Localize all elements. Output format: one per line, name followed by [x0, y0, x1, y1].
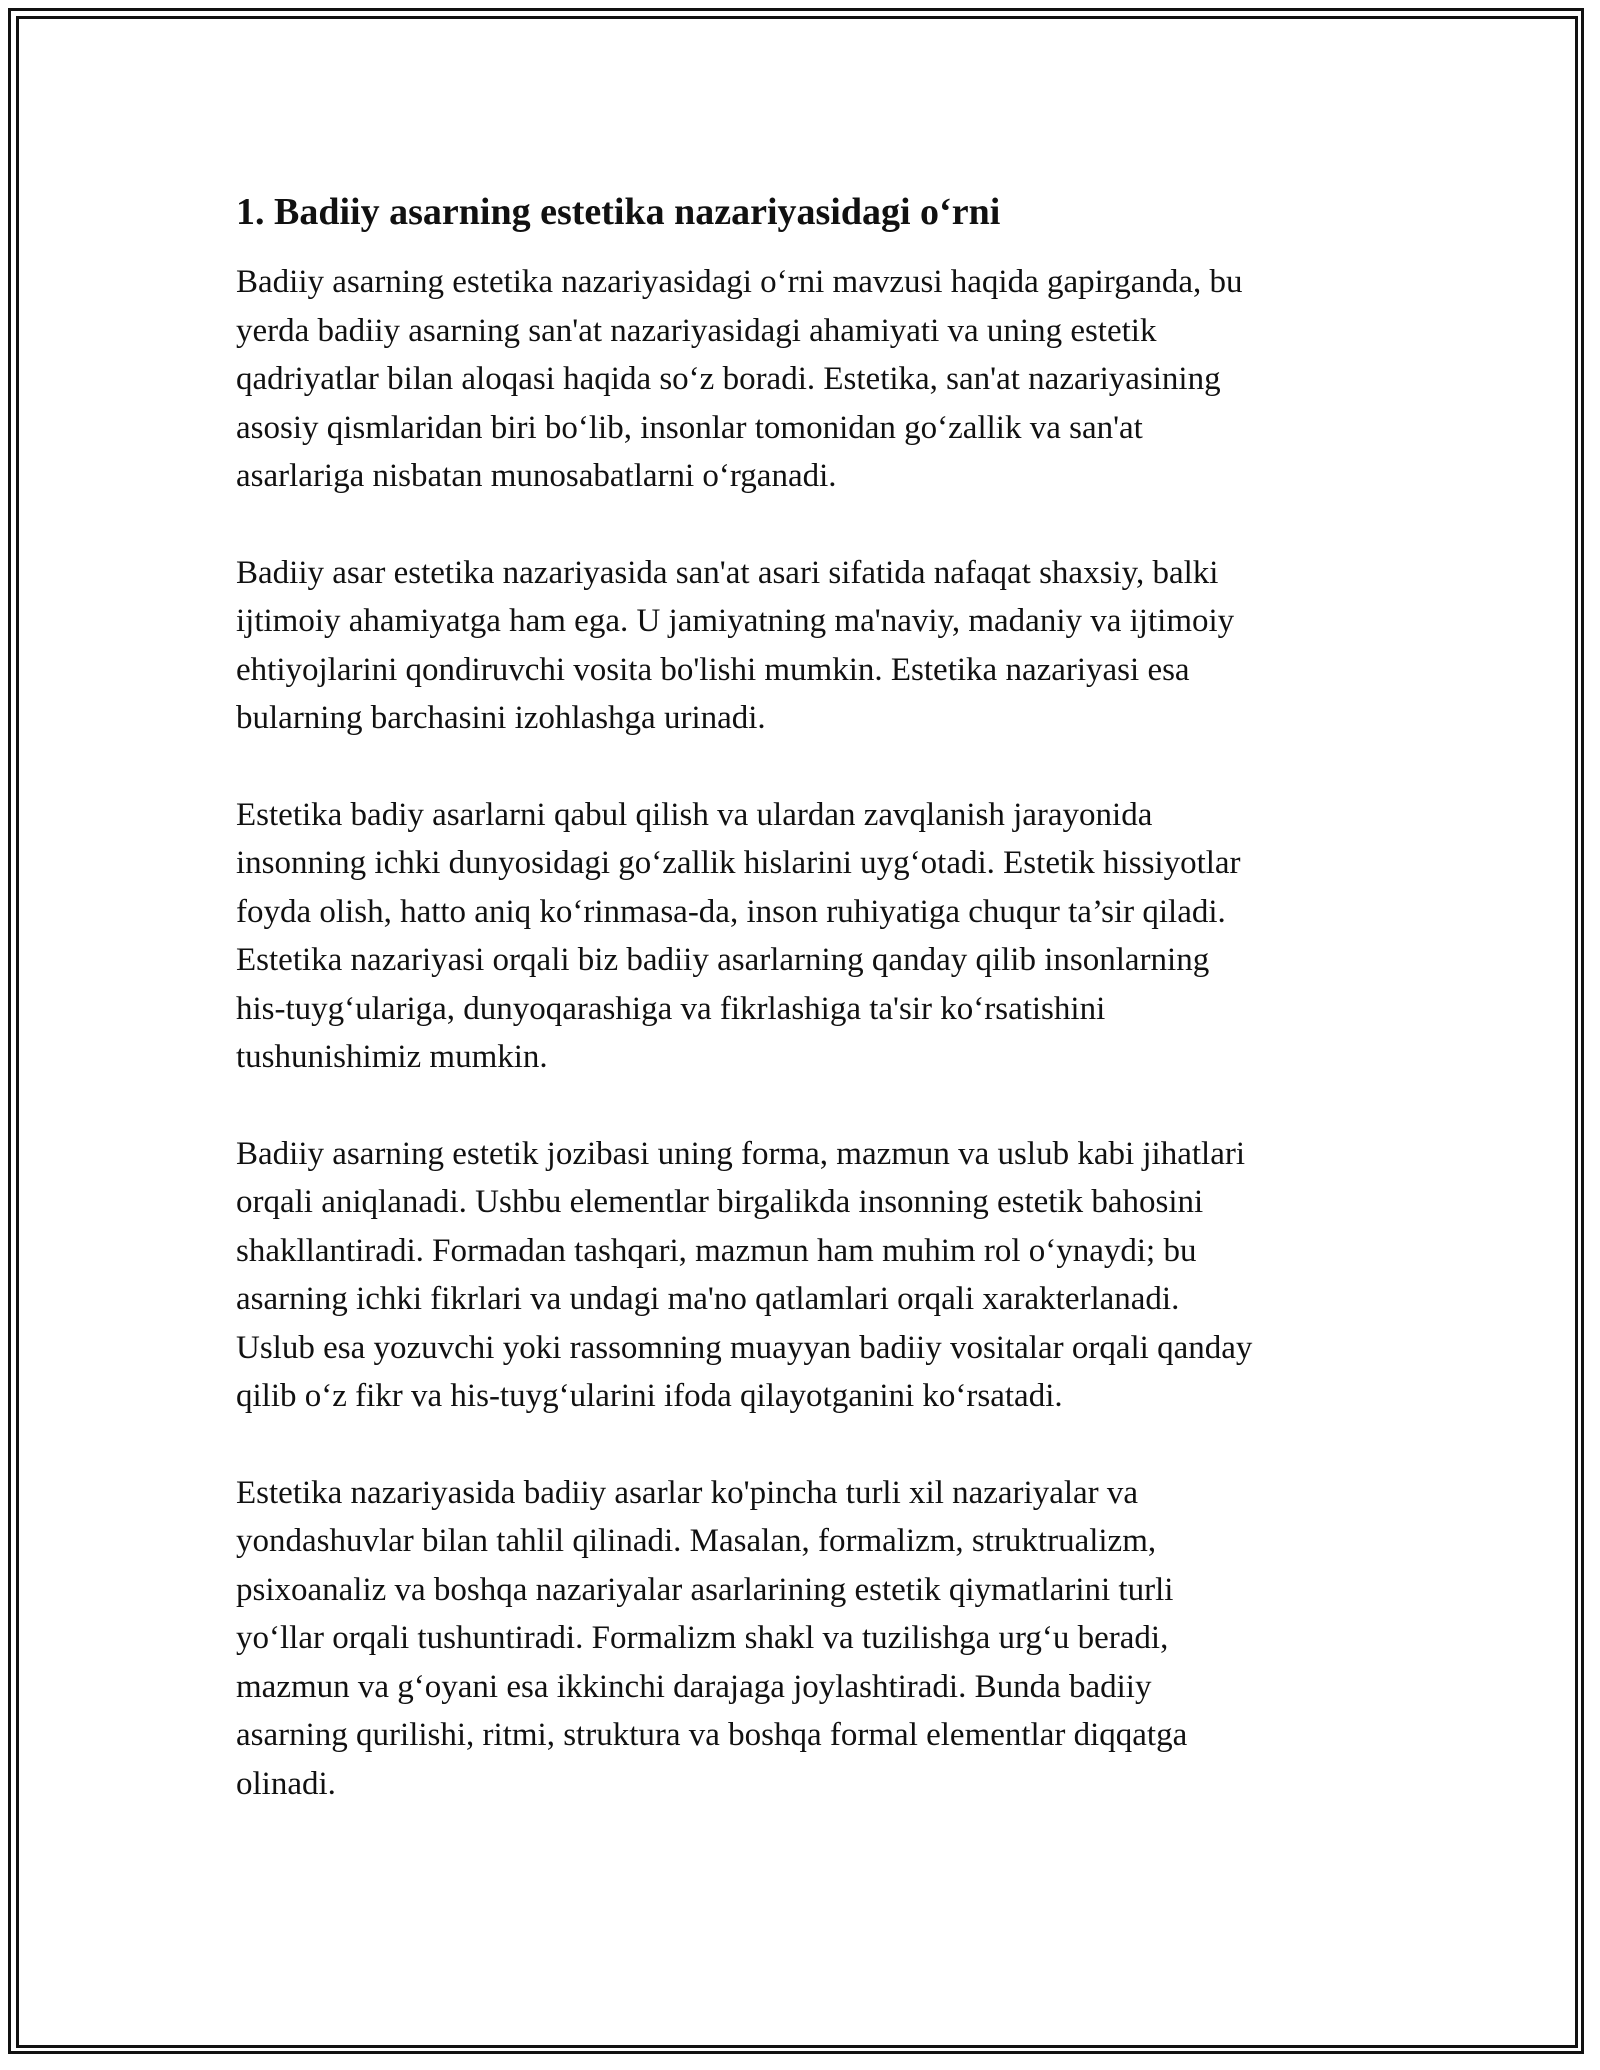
document-body: [236, 186, 1396, 1856]
paragraph-3: Estetika badiy asarlarni qabul qilish va ulardan zavqlanish jarayonida insonning ichki dunyosidagi go‘zallik hislarini uyg‘otadi. Estetik hissiyotlar foyda olish, hatto aniq ko‘rinmasa-da, inson ruhiyatiga chuqur ta’sir qiladi. Estetika nazariyasi orqali biz badiiy asarlarning qanday qilib insonlarning his-tuyg‘ulariga, dunyoqarashiga va fikrlashiga ta'sir ko‘rsatishini tushunishimiz mumkin.: [236, 796, 1241, 1075]
paragraph-1: Badiiy asarning estetika nazariyasidagi o‘rni mavzusi haqida gapirganda, bu yerda badiiy asarning san'at nazariyasidagi ahamiyati va uning estetik qadriyatlar bilan aloqasi haqida so‘z boradi. Estetika, san'at nazariyasining asosiy qismlaridan biri bo‘lib, insonlar tomonidan go‘zallik va san'at asarlariga nisbatan munosabatlarni o‘rganadi.: [236, 264, 1243, 494]
paragraph-4: Badiiy asarning estetik jozibasi uning forma, mazmun va uslub kabi jihatlari orqali aniqlanadi. Ushbu elementlar birgalikda insonning estetik bahosini shakllantiradi. Formadan tashqari, mazmun ham muhim rol o‘ynaydi; bu asarning ichki fikrlari va undagi ma'no qatlamlari orqali xarakterlanadi. Uslub esa yozuvchi yoki rassomning muayyan badiiy vositalar orqali qanday qilib o‘z fikr va his-tuyg‘ularini ifoda qilayotganini ko‘rsatadi.: [236, 1135, 1253, 1414]
paragraph-2: Badiiy asar estetika nazariyasida san'at asari sifatida nafaqat shaxsiy, balki ijtimoiy ahamiyatga ham ega. U jamiyatning ma'naviy, madaniy va ijtimoiy ehtiyojlarini qondiruvchi vosita bo'lishi mumkin. Estetika nazariyasi esa bularning barchasini izohlashga urinadi.: [236, 554, 1235, 736]
paragraph-5: Estetika nazariyasida badiiy asarlar ko'pincha turli xil nazariyalar va yondashuvlar bilan tahlil qilinadi. Masalan, formalizm, struktrualizm, psixoanaliz va boshqa nazariyalar asarlarining estetik qiymatlarini turli yo‘llar orqali tushuntiradi. Formalizm shakl va tuzilishga urg‘u beradi, mazmun va g‘oyani esa ikkinchi darajaga joylashtiradi. Bunda badiiy asarning qurilishi, ritmi, struktura va boshqa formal elementlar diqqatga olinadi.: [236, 1474, 1188, 1802]
section-heading: 1. Badiiy asarning estetika nazariyasidagi o‘rni: [236, 191, 1001, 233]
